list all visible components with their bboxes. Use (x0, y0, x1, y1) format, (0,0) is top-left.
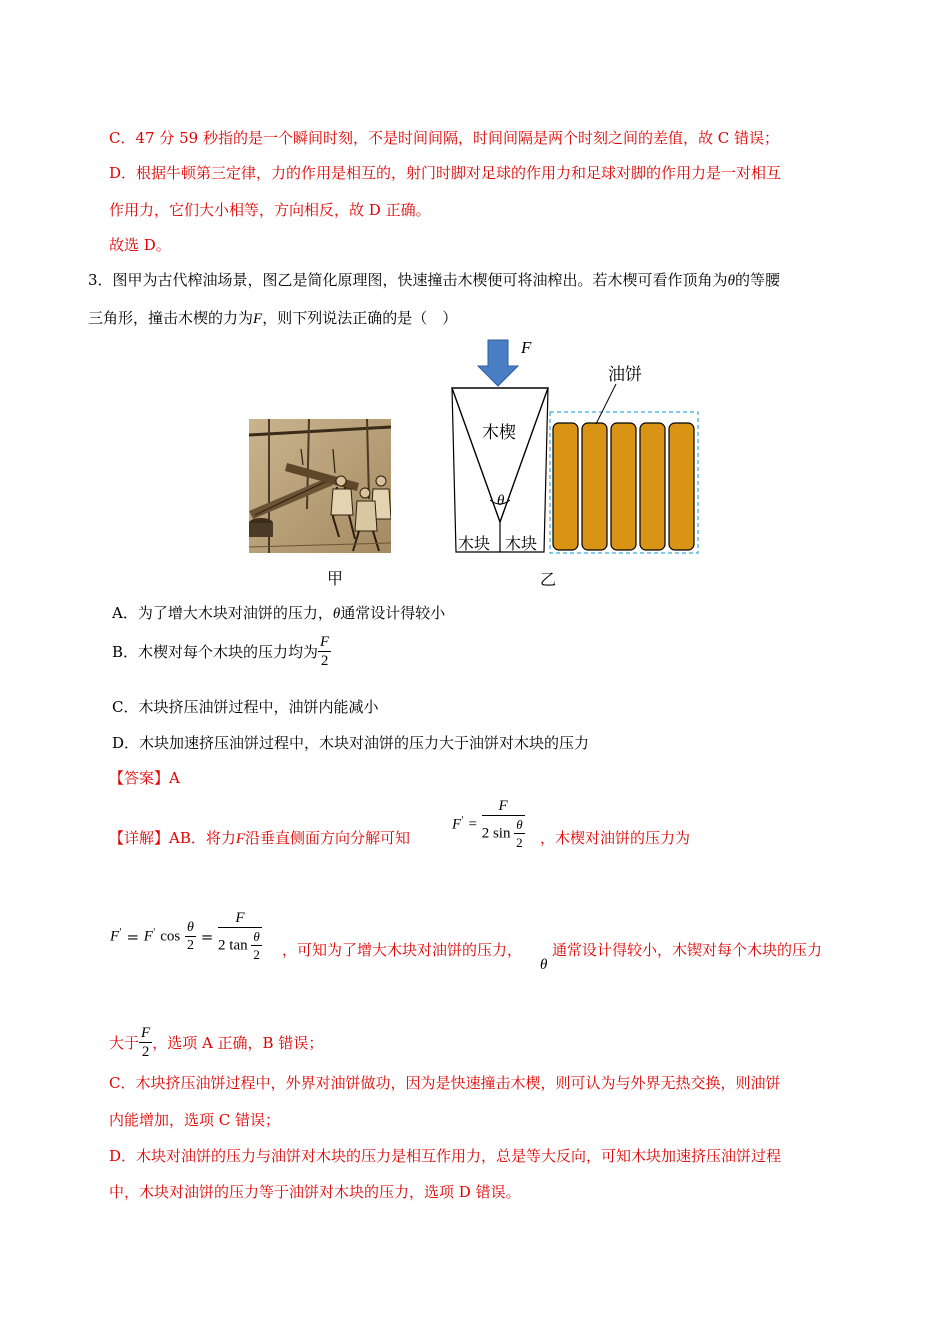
angle-label: θ (497, 493, 505, 509)
oil-press-engraving (249, 419, 391, 553)
q3-stem-line1: 3．图甲为古代榨油场景，图乙是简化原理图，快速撞击木楔便可将油榨出。若木楔可看作顶角为θ的等腰 (88, 271, 780, 289)
theta-symbol: θ (540, 957, 548, 973)
oil-cake-1 (553, 423, 578, 550)
oil-cake-5 (669, 423, 694, 550)
detail-ab-line1-tail: ，木楔对油饼的压力为 (540, 829, 691, 847)
figure-a-oil-press-illustration (249, 419, 391, 553)
wedge-schematic (440, 336, 710, 560)
wedge-label: 木楔 (482, 423, 516, 443)
q2-option-d-explanation-line2: 作用力，它们大小相等，方向相反，故 D 正确。 (109, 201, 431, 219)
detail-d-line1: D．木块对油饼的压力与油饼对木块的压力是相互作用力，总是等大反向，可知木块加速挤压油饼过程 (109, 1147, 782, 1165)
figure-b-caption: 乙 (540, 570, 557, 589)
oil-cake-2 (582, 423, 607, 550)
detail-ab-line3: 大于 $\frac{F}{2}$ ，选项 A 正确，B 错误； (109, 1025, 324, 1060)
option-b: B．木楔对每个木块的压力均为 $\frac{F}{2}$ (112, 634, 330, 669)
detail-ab-line1: 【详解】AB．将力F沿垂直侧面方向分解可知 (109, 829, 411, 847)
option-d: D．木块加速挤压油饼过程中，木块对油饼的压力大于油饼对木块的压力 (112, 734, 590, 752)
detail-ab-line2-tail: 通常设计得较小，木锲对每个木块的压力 (552, 941, 823, 959)
q2-option-d-explanation-line1: D．根据牛顿第三定律，力的作用是相互的，射门时脚对足球的作用力和足球对脚的作用力是一对相互 (109, 164, 782, 182)
formula-f-prime: F' = F 2 sin $\frac{\theta}{2}$ (452, 798, 523, 850)
detail-d-line2: 中，木块对油饼的压力等于油饼对木块的压力，选项 D 错误。 (109, 1183, 521, 1201)
detail-c-line2: 内能增加，选项 C 错误； (109, 1111, 281, 1129)
q3-stem-line2: 三角形，撞击木楔的力为F，则下列说法正确的是（ ） (88, 309, 458, 327)
q2-choice: 故选 D。 (109, 236, 171, 254)
detail-ab-line2: ，可知为了增大木块对油饼的压力， (282, 941, 523, 959)
oil-cake-3 (611, 423, 636, 550)
force-label: F (521, 338, 532, 357)
q2-option-c-explanation: C．47 分 59 秒指的是一个瞬间时刻，不是时间间隔，时间间隔是两个时刻之间的差值，故 C 错误； (109, 129, 779, 147)
fraction-f-over-2: $\frac{F}{2}$ (320, 634, 330, 669)
block-right-label: 木块 (505, 534, 538, 553)
option-a: A．为了增大木块对油饼的压力，θ通常设计得较小 (112, 604, 446, 622)
oil-cake-4 (640, 423, 665, 550)
oil-cake-label: 油饼 (608, 365, 642, 385)
figure-a-caption: 甲 (327, 569, 344, 588)
option-c: C．木块挤压油饼过程中，油饼内能减小 (112, 698, 379, 716)
formula-f-double-prime: F' = F' cos $\frac{\theta}{2}$ = F 2 tan $\frac{\theta}{2}$ (110, 910, 260, 962)
figure-b-schematic (440, 336, 710, 560)
detail-c-line1: C．木块挤压油饼过程中，外界对油饼做功，因为是快速撞击木楔，则可认为与外界无热交换，则油饼 (109, 1074, 781, 1092)
block-left-label: 木块 (458, 534, 491, 553)
answer-line: 【答案】A (109, 769, 180, 787)
force-arrow-icon (478, 340, 518, 386)
